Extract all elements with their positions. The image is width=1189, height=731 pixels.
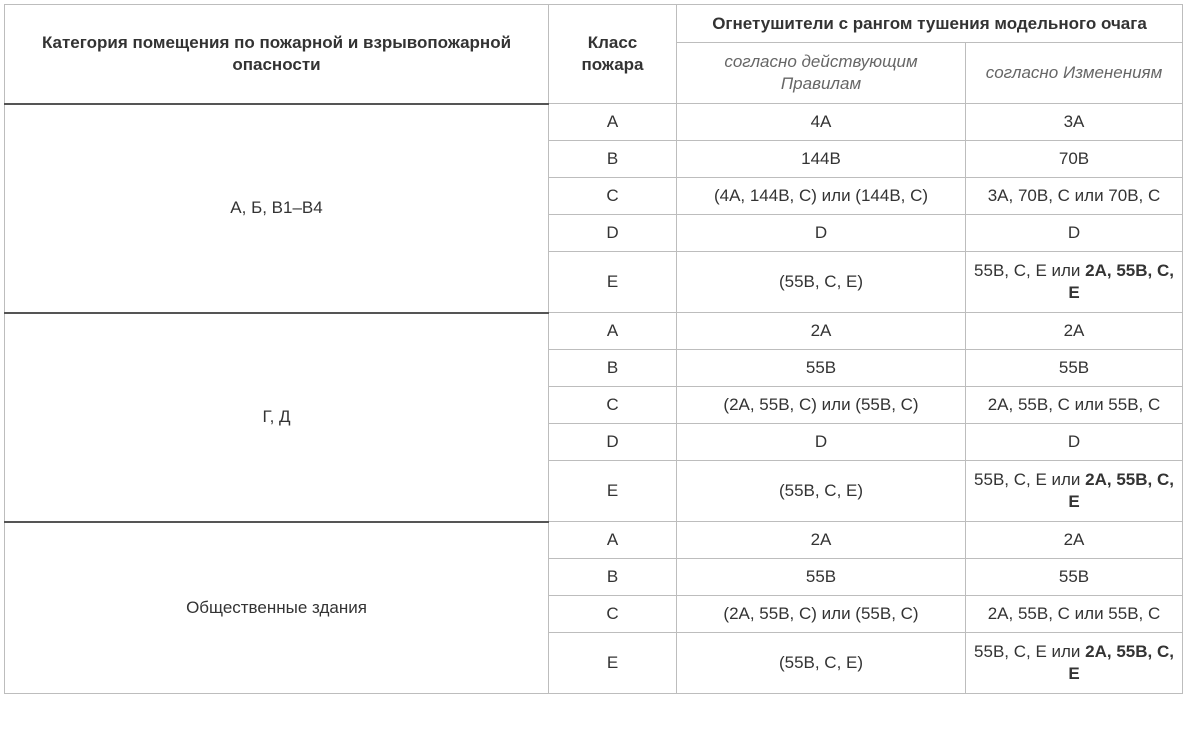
header-category: Категория помещения по пожарной и взрывопожарной опасности — [5, 5, 549, 104]
header-amendments: согласно Изменениям — [966, 43, 1183, 104]
current-rules-cell: 144B — [677, 141, 966, 178]
category-cell: Общественные здания — [5, 522, 549, 694]
header-extinguishers: Огнетушители с рангом тушения модельного очага — [677, 5, 1183, 43]
amendments-text-plain: 55B, C, E или — [974, 261, 1086, 280]
current-rules-cell: D — [677, 215, 966, 252]
amendments-cell: 2A — [966, 522, 1183, 559]
current-rules-cell: 4A — [677, 104, 966, 141]
current-rules-cell: (4A, 144B, C) или (144B, C) — [677, 178, 966, 215]
table-row — [5, 104, 1183, 141]
amendments-cell — [966, 461, 1183, 522]
amendments-text-bold: 2A, 55B, C, E — [1068, 642, 1174, 683]
amendments-cell: 2A — [966, 313, 1183, 350]
table-row — [5, 313, 1183, 350]
amendments-cell — [966, 252, 1183, 313]
current-rules-cell: (2A, 55B, C) или (55B, C) — [677, 387, 966, 424]
current-rules-cell: 55B — [677, 350, 966, 387]
fire-class-cell: A — [549, 104, 677, 141]
category-cell: А, Б, В1–В4 — [5, 104, 549, 313]
amendments-cell: D — [966, 424, 1183, 461]
current-rules-cell: (55B, C, E) — [677, 252, 966, 313]
fire-class-cell: B — [549, 559, 677, 596]
amendments-cell: 2A, 55B, C или 55B, C — [966, 387, 1183, 424]
current-rules-cell: (55B, C, E) — [677, 633, 966, 694]
category-cell: Г, Д — [5, 313, 549, 522]
current-rules-cell: (55B, C, E) — [677, 461, 966, 522]
amendments-cell: 2A, 55B, C или 55B, C — [966, 596, 1183, 633]
fire-class-cell: D — [549, 215, 677, 252]
fire-class-cell: C — [549, 596, 677, 633]
amendments-cell: 55B — [966, 559, 1183, 596]
header-fire-class: Класс пожара — [549, 5, 677, 104]
header-current-rules: согласно действующим Правилам — [677, 43, 966, 104]
fire-class-cell: C — [549, 387, 677, 424]
current-rules-cell: 2A — [677, 313, 966, 350]
amendments-text-plain: 55B, C, E или — [974, 470, 1086, 489]
fire-class-cell: E — [549, 633, 677, 694]
amendments-cell: 3A — [966, 104, 1183, 141]
amendments-text-plain: 55B, C, E или — [974, 642, 1086, 661]
amendments-cell: 70B — [966, 141, 1183, 178]
fire-class-cell: D — [549, 424, 677, 461]
fire-class-cell: E — [549, 461, 677, 522]
fire-class-cell: B — [549, 141, 677, 178]
amendments-cell — [966, 633, 1183, 694]
fire-class-cell: C — [549, 178, 677, 215]
current-rules-cell: (2A, 55B, C) или (55B, C) — [677, 596, 966, 633]
fire-class-cell: A — [549, 313, 677, 350]
amendments-text-bold: 2A, 55B, C, E — [1068, 261, 1174, 302]
amendments-cell: D — [966, 215, 1183, 252]
fire-class-cell: A — [549, 522, 677, 559]
current-rules-cell: D — [677, 424, 966, 461]
extinguisher-table — [4, 4, 1183, 694]
amendments-cell: 55B — [966, 350, 1183, 387]
current-rules-cell: 2A — [677, 522, 966, 559]
current-rules-cell: 55B — [677, 559, 966, 596]
amendments-cell: 3A, 70B, C или 70B, C — [966, 178, 1183, 215]
table-row — [5, 522, 1183, 559]
amendments-text-bold: 2A, 55B, C, E — [1068, 470, 1174, 511]
fire-class-cell: B — [549, 350, 677, 387]
fire-class-cell: E — [549, 252, 677, 313]
